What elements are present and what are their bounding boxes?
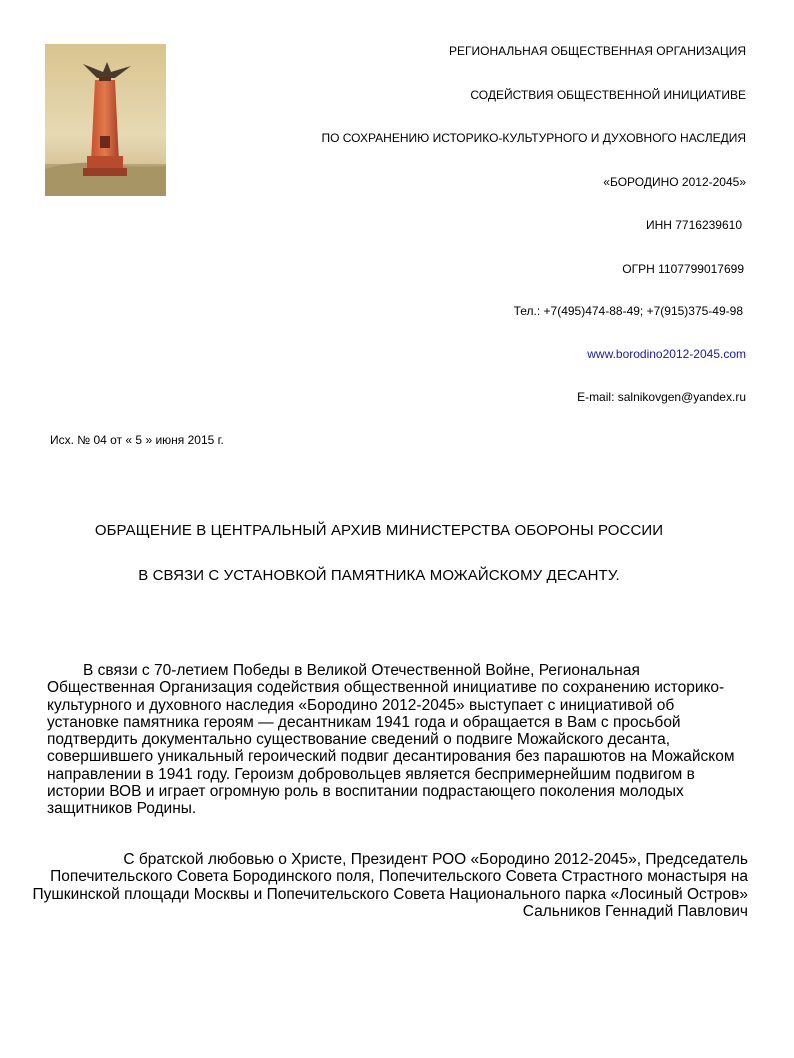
document-title-line-2: В СВЯЗИ С УСТАНОВКОЙ ПАМЯТНИКА МОЖАЙСКОМУ ДЕСАНТУ. [138, 567, 620, 584]
website-link[interactable]: www.borodino2012-2045.com [587, 347, 746, 361]
org-name-line-4: «БОРОДИНО 2012-2045» [603, 175, 746, 189]
phone-numbers: Тел.: +7(495)474-88-49; +7(915)375-49-98 [513, 304, 743, 318]
email-address[interactable]: E-mail: salnikovgen@yandex.ru [577, 390, 746, 404]
body-paragraph [47, 662, 747, 818]
document-title-line-1: ОБРАЩЕНИЕ В ЦЕНТРАЛЬНЫЙ АРХИВ МИНИСТЕРСТВА ОБОРОНЫ РОССИИ [94, 522, 664, 539]
inn-number: ИНН 7716239610 [645, 218, 742, 232]
org-name-line-1: РЕГИОНАЛЬНАЯ ОБЩЕСТВЕННАЯ ОРГАНИЗАЦИЯ [449, 44, 746, 58]
ogrn-number: ОГРН 1107799017699 [622, 262, 744, 276]
monument-logo [45, 44, 166, 196]
signature-paragraph: С братской любовью о Христе, Президент РОО «Бородино 2012-2045», Председатель Попечительского Совета Бородинского поля, Попечительского Совета Страстного монастыря на Пушкинской площади Москвы и Попечительского Совета Национального парка «Лосиный Остров» Сальников Геннадий Павлович [32, 851, 748, 920]
body-text: В связи с 70-летием Победы в Великой Отечественной Войне, Региональная Общественная Организация содействия общественной инициативе по сохранению историко-культурного и духовного наследия «Бородино 2012-2045» выступает с инициативой об установке памятника героям — десантникам 1941 года и обращается в Вам с просьбой подтвердить документально существование сведений о подвиге Можайского десанта, совершившего уникальный героический подвиг десантирования без парашютов на Можайском направлении в 1941 году. Героизм добровольцев является беспримернейшим подвигом в истории ВОВ и играет огромную роль в воспитании подрастающего поколения молодых защитников Родины. [47, 662, 735, 818]
monument-image [45, 44, 166, 196]
outgoing-number: Исх. № 04 от « 5 » июня 2015 г. [50, 433, 224, 447]
org-name-line-3: ПО СОХРАНЕНИЮ ИСТОРИКО-КУЛЬТУРНОГО И ДУХОВНОГО НАСЛЕДИЯ [321, 131, 746, 145]
org-name-line-2: СОДЕЙСТВИЯ ОБЩЕСТВЕННОЙ ИНИЦИАТИВЕ [470, 88, 746, 102]
